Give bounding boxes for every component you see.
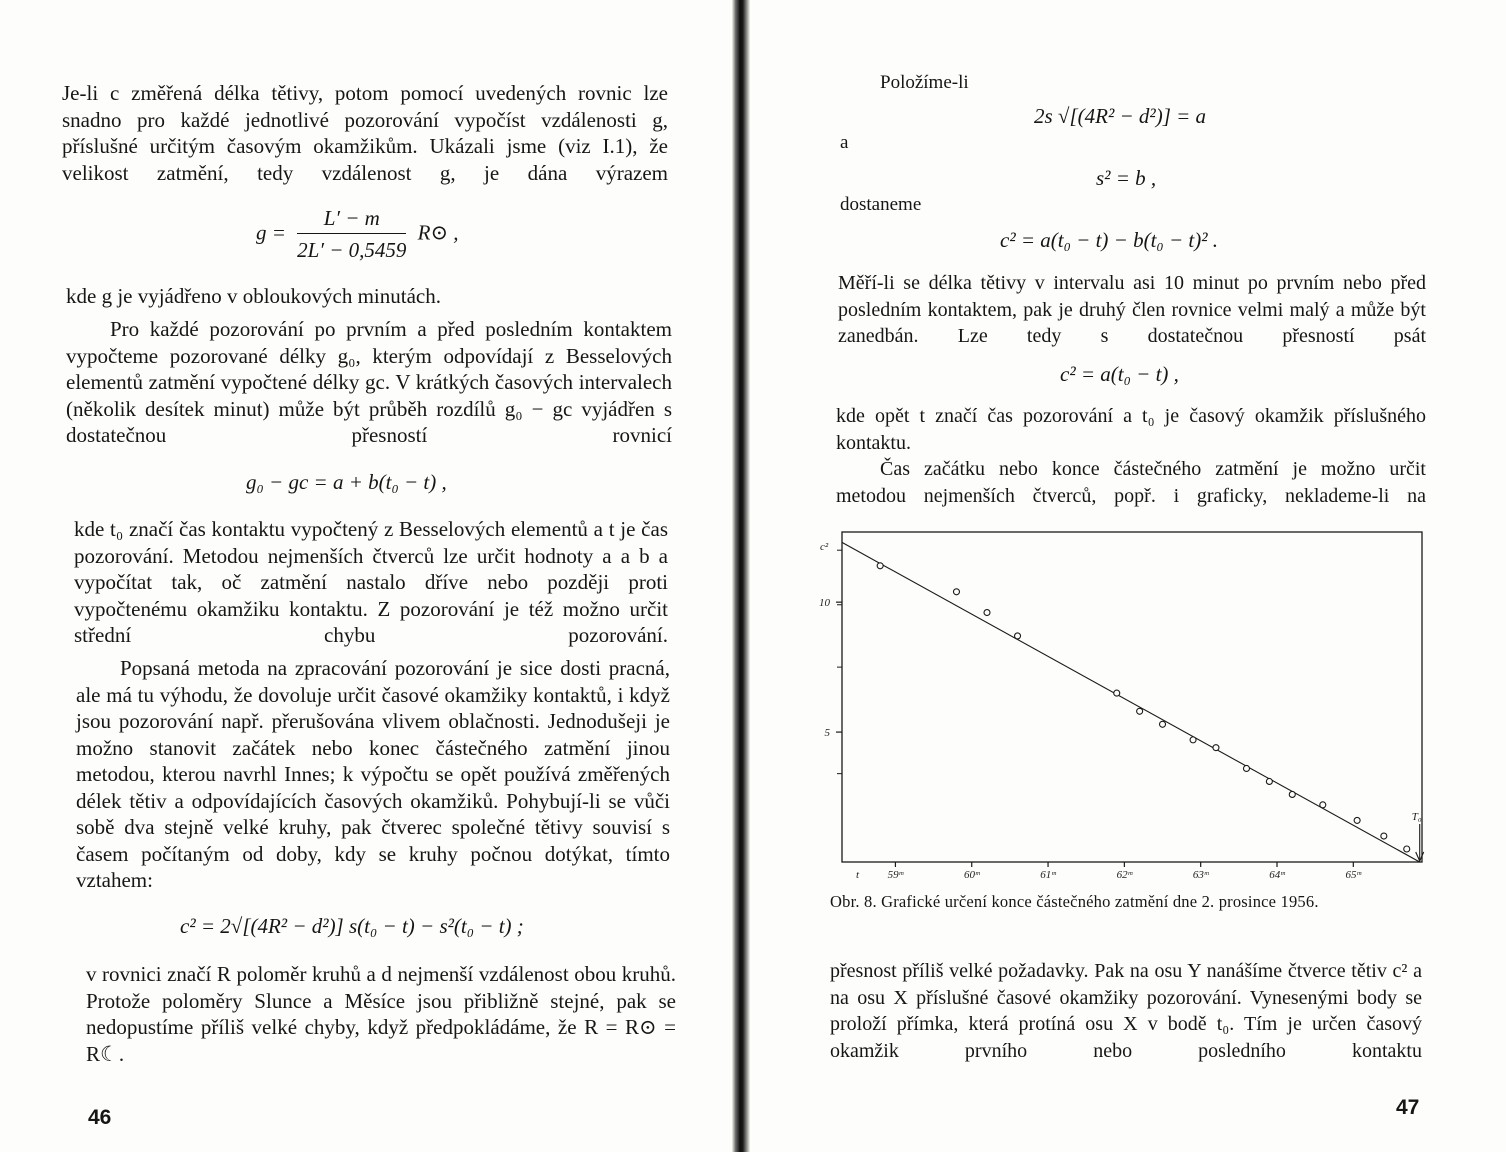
right-equation-2: s² = b ,: [1096, 166, 1157, 190]
left-paragraph-5: Popsaná metoda na zpracování pozorování je sice dosti pracná, ale má tu výhodu, že dovoluje určit časové okamžiky kontaktů, i když jsou pozorování např. přerušována vlivem oblačnosti. Jednodušeji je možno stanovit začátek nebo konec částečného zatmění jinou metodou, kterou navrhl Innes; k výpočtu se opět používá změřených délek tětiv a odpovídajících časových okamžiků. Pohybují-li se vůči sobě dva stejně velké kruhy, pak čtverec společné tětivy souvisí s časem počítaným od doby, kdy se kruhy počnou dotýkat, tímto vztahem:: [76, 656, 670, 892]
x-tick-label: 60ᵐ: [963, 869, 980, 880]
y-axis-label: c²: [820, 541, 829, 553]
right-paragraph-2: dostaneme: [840, 194, 922, 215]
data-point: [1354, 817, 1360, 823]
x-tick-label: 64ᵐ: [1269, 869, 1285, 880]
left-paragraph-4: kde t₀ značí čas kontaktu vypočtený z Besselových elementů a t je čas pozorování. Metodou nejmenších čtverců lze určit hodnoty a a b a vypočítat tak, oč zatmění nastalo dříve nebo později proti vypočtenému okamžiku kontaktu. Z pozorování je též možno určit střední chybu pozorování.: [74, 517, 668, 647]
eq1-lhs: g =: [256, 220, 286, 245]
data-point: [1289, 791, 1295, 797]
left-paragraph-6: v rovnici značí R poloměr kruhů a d nejmenší vzdálenost obou kruhů. Protože poloměry Slunce a Měsíce jsou přibližně stejné, pak se nedopustíme příliš velké chyby, když předpokládáme, že R = R⊙ = R☾.: [86, 962, 676, 1066]
fit-line: [842, 542, 1420, 862]
left-equation-3: c² = 2√[(4R² − d²)] s(t₀ − t) − s²(t₀ − t) ;: [180, 914, 524, 938]
x-tick-label: 62ᵐ: [1116, 869, 1133, 880]
right-equation-4: c² = a(t₀ − t) ,: [1060, 362, 1179, 386]
data-point: [984, 610, 990, 616]
data-point: [1015, 633, 1021, 639]
data-point: [1266, 778, 1272, 784]
figure-caption: Obr. 8. Grafické určení konce částečného zatmění dne 2. prosince 1956.: [830, 892, 1319, 911]
left-paragraph-2: kde g je vyjádřeno v obloukových minutách.: [66, 284, 441, 308]
y-tick-label: 5: [824, 727, 830, 740]
data-point: [1404, 846, 1410, 852]
data-point: [1381, 833, 1387, 839]
x-axis-label: t: [856, 869, 860, 880]
right-paragraph-1: Položíme-li: [880, 72, 969, 93]
x-tick-label: 61ᵐ: [1040, 869, 1056, 880]
right-paragraph-4: kde opět t značí čas pozorování a t₀ je časový okamžik příslušného kontaktu.: [836, 405, 1426, 454]
right-conjunction-and: a: [840, 132, 849, 153]
right-page: [748, 0, 1506, 1152]
right-paragraph-3: Měří-li se délka tětivy v intervalu asi 10 minut po prvním nebo před posledním kontaktem, pak je druhý člen rovnice velmi malý a může být zanedbán. Lze tedy s dostatečnou přesností psát: [838, 272, 1426, 347]
x-tick-label: 65ᵐ: [1345, 869, 1362, 880]
data-point: [1243, 765, 1249, 771]
data-point: [953, 589, 959, 595]
left-paragraph-1: Je-li c změřená délka tětivy, potom pomocí uvedených rovnic lze snadno pro každé jednotlivé pozorování vypočíst vzdálenosti g, příslušné určitým časovým okamžikům. Ukázali jsme (viz I.1), že velikost zatmění, tedy vzdálenost g, je dána výrazem: [62, 81, 668, 185]
y-tick-label: 10: [819, 597, 830, 610]
data-point: [877, 563, 883, 569]
t0-label: T₀: [1411, 811, 1422, 823]
left-equation-2: g₀ − gc = a + b(t₀ − t) ,: [246, 470, 447, 494]
chart-figure-8: [808, 520, 1428, 880]
left-paragraph-3: Pro každé pozorování po prvním a před posledním kontaktem vypočteme pozorované délky g₀, kterým odpovídají z Besselových elementů zatmění vypočtené délky gc. V krátkých časových intervalech (několik desítek minut) může být průběh rozdílů g₀ − gc vyjádřen s dostatečnou přesností rovnicí: [66, 317, 672, 447]
data-point: [1160, 721, 1166, 727]
x-tick-label: 59ᵐ: [887, 869, 904, 880]
left-page: [0, 0, 736, 1152]
x-tick-label: 63ᵐ: [1192, 869, 1209, 880]
right-paragraph-6: přesnost příliš velké požadavky. Pak na osu Y nanášíme čtverce tětiv c² a na osu X příslušné časové okamžiky pozorování. Vynesenými body se proloží přímka, která protíná osu X v bodě t₀. Tím je určen časový okamžik prvního nebo posledního kontaktu: [830, 960, 1422, 1062]
eq1-rhs: R⊙ ,: [417, 220, 459, 245]
data-point: [1137, 708, 1143, 714]
data-point: [1114, 690, 1120, 696]
right-equation-1: 2s √[(4R² − d²)] = a: [1034, 104, 1207, 128]
right-page-number: 47: [1396, 1096, 1420, 1119]
eq1-numerator: L′ − m: [297, 206, 406, 234]
data-point: [1213, 745, 1219, 751]
right-paragraph-5: Čas začátku nebo konce částečného zatmění je možno určit metodou nejmenších čtverců, popř. i graficky, neklademe-li na: [836, 458, 1426, 507]
eq1-fraction: [297, 206, 406, 263]
left-equation-1: [256, 206, 459, 263]
right-equation-3: c² = a(t₀ − t) − b(t₀ − t)² .: [1000, 228, 1219, 252]
left-page-number: 46: [88, 1106, 112, 1129]
chart-frame: [842, 532, 1422, 862]
data-point: [1190, 737, 1196, 743]
eq1-denominator: 2L′ − 0,5459: [297, 238, 407, 262]
data-point: [1320, 802, 1326, 808]
